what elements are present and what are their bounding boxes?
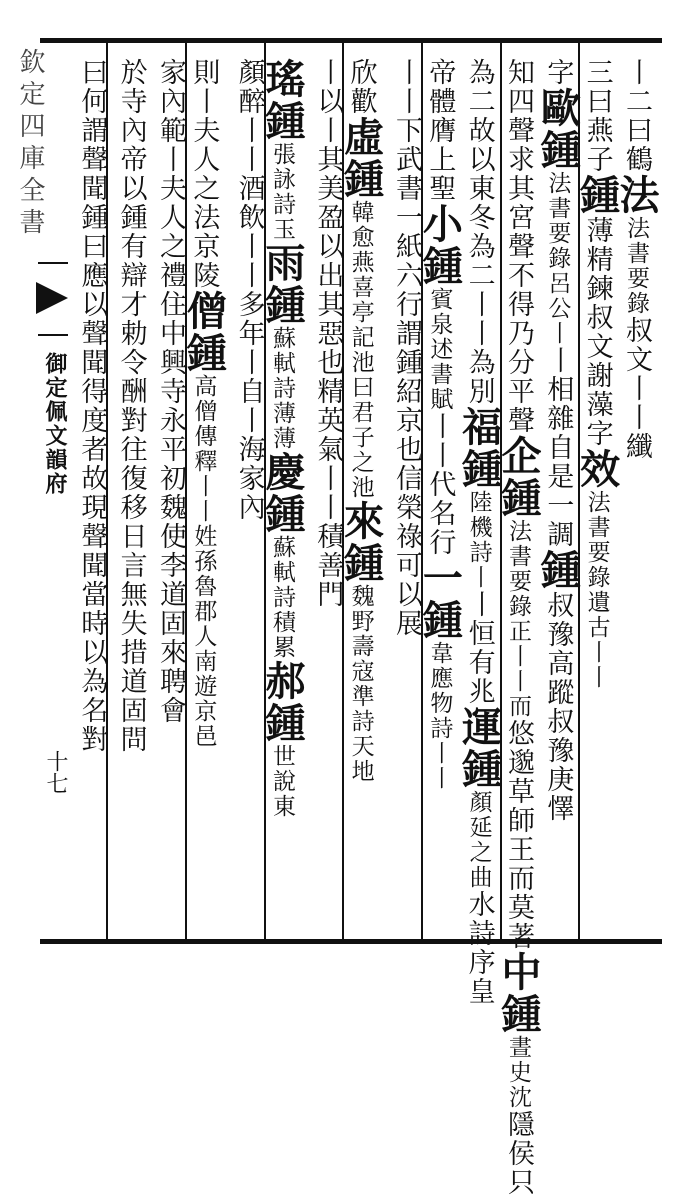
- text-segment: 顏延之曲: [465, 790, 492, 890]
- text-segment: 世說東: [268, 744, 295, 819]
- text-column: [455, 58, 503, 1006]
- text-segment: 為二故以東冬為二丨丨為別: [463, 58, 495, 406]
- text-segment: 丨丨代名行: [424, 412, 456, 557]
- text-segment: 多年丨自丨: [233, 290, 265, 435]
- text-segment: 顏醉丨丨: [233, 58, 265, 174]
- book-edge: [0, 0, 45, 982]
- text-segment: 丨二曰鶴: [620, 58, 652, 174]
- text-segment: 歐鍾: [534, 87, 582, 171]
- text-column: [534, 58, 582, 938]
- text-segment: 於寺內帝以鍾有辯才勅令酬對往復移日言無失措道固問: [115, 58, 147, 754]
- text-segment: 中鍾: [494, 951, 542, 1035]
- text-segment: 鍾: [573, 174, 621, 216]
- text-segment: 法書要錄正丨丨而: [504, 519, 531, 719]
- text-column: [337, 58, 385, 938]
- margin-book-title: 御定佩文韻府: [42, 352, 68, 496]
- book-title-edge: 欽定四庫全書: [15, 48, 45, 240]
- text-segment: 字: [542, 58, 574, 87]
- text-segment: 叔文丨丨纖: [620, 316, 652, 461]
- text-segment: 高僧傳釋丨丨姓孫魯郡人南遊京邑: [190, 374, 217, 749]
- text-segment: 張詠詩玉: [268, 142, 295, 242]
- text-segment: 瑤鍾: [258, 58, 306, 142]
- text-column: [416, 58, 464, 938]
- text-segment: 虛鍾: [337, 116, 385, 200]
- text-segment: 家內範丨夫人之禮: [154, 58, 186, 290]
- text-segment: 運鍾: [455, 706, 503, 790]
- text-segment: 法書要錄遺古丨丨: [583, 490, 610, 690]
- page-number: 十七: [43, 750, 68, 794]
- text-column: [573, 58, 621, 938]
- text-segment: 魏野壽寇準詩天地: [347, 584, 374, 784]
- text-segment: 韓愈燕喜亭記池曰君子之池: [347, 200, 374, 500]
- text-segment: 鍾: [534, 549, 582, 591]
- text-segment: 酒飲丨丨: [233, 174, 265, 290]
- text-segment: 賓泉述書賦: [426, 287, 453, 412]
- text-segment: 僧鍾: [180, 290, 228, 374]
- text-segment: 蘇軾詩積累: [268, 535, 295, 660]
- text-segment: 晝史沈: [504, 1035, 531, 1110]
- text-segment: 帝體膺上聖: [424, 58, 456, 203]
- text-column: [258, 58, 306, 938]
- text-segment: 海家內: [233, 435, 265, 522]
- text-segment: 福鍾: [455, 406, 503, 490]
- text-segment: 悠邈草師王而莫著: [502, 719, 534, 951]
- text-segment: 信: [390, 464, 422, 493]
- text-segment: 來鍾: [337, 500, 385, 584]
- text-column: [387, 58, 420, 938]
- text-segment: 韋應物詩丨丨: [426, 641, 453, 791]
- text-segment: 企鍾: [494, 435, 542, 519]
- text-segment: 小鍾: [416, 203, 464, 287]
- text-column: [111, 58, 147, 938]
- text-segment: 陸機詩丨: [465, 490, 492, 590]
- text-segment: 丨丨下武: [390, 58, 422, 174]
- text-segment: 欣歡: [345, 58, 377, 116]
- text-segment: 知四聲求其宮聲不得乃分平聲: [502, 58, 534, 435]
- text-segment: 一鍾: [416, 557, 464, 641]
- text-segment: 效: [573, 448, 621, 490]
- text-segment: 叔豫高蹤叔豫庚懌: [542, 591, 574, 823]
- text-segment: 法書要錄呂公丨: [544, 171, 571, 346]
- text-segment: 蘇軾詩薄薄: [268, 326, 295, 451]
- text-segment: 書一紙六行謂鍾紹京也: [390, 174, 422, 464]
- text-column: [308, 58, 344, 938]
- text-segment: 郝鍾: [258, 660, 306, 744]
- text-segment: 榮祿可以展: [390, 493, 422, 638]
- text-column: [612, 58, 660, 938]
- text-segment: 曰何謂聲聞鍾曰應以聲聞得度者故現聲聞當時以為名對: [76, 58, 108, 754]
- text-segment: 法書要錄: [622, 216, 649, 316]
- text-segment: 住中興寺永平初魏使李道固來聘會: [154, 290, 186, 725]
- text-column: [151, 58, 184, 938]
- text-segment: 三曰燕子: [581, 58, 613, 174]
- text-column: [229, 58, 265, 938]
- text-column: [180, 58, 228, 938]
- text-segment: 丨以丨其美盈以出其惡也: [312, 58, 344, 377]
- text-column: [72, 58, 108, 938]
- text-segment: 丨恒有兆: [463, 590, 495, 706]
- text-segment: 精英氣丨丨積善門: [312, 377, 344, 609]
- text-segment: 隱侯只: [502, 1110, 534, 1197]
- text-segment: 慶鍾: [258, 451, 306, 535]
- text-column: [494, 58, 542, 1197]
- text-segment: 水詩序皇: [463, 890, 495, 1006]
- text-segment: 丨相雜自是一調: [542, 346, 574, 549]
- text-segment: 雨鍾: [258, 242, 306, 326]
- text-segment: 則丨夫人之法京陵: [188, 58, 220, 290]
- text-segment: 薄精鍊叔文謝藻字: [581, 216, 613, 448]
- text-segment: 法: [612, 174, 660, 216]
